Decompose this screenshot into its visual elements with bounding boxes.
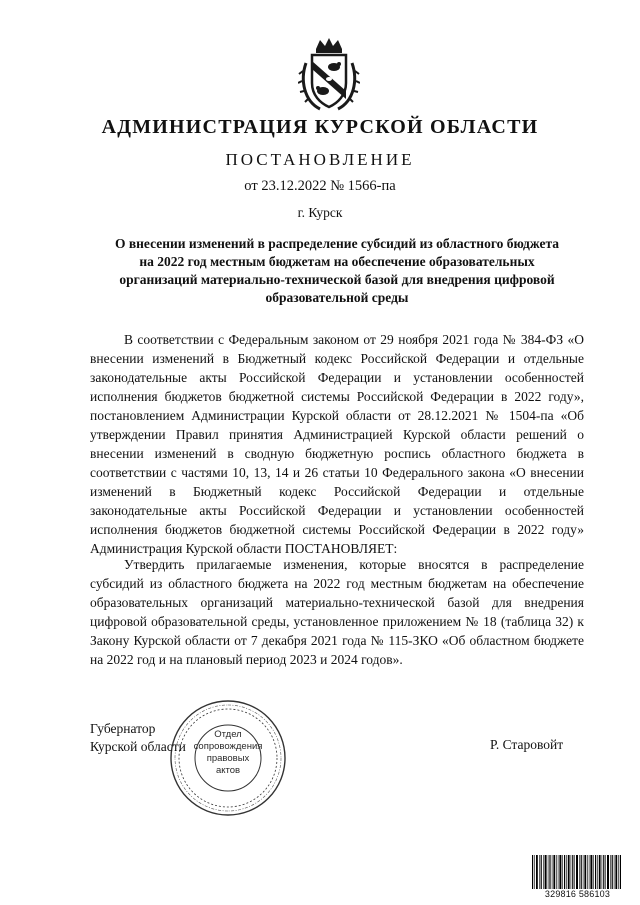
document-city: г. Курск [297, 205, 343, 220]
stamp-line: правовых [206, 753, 250, 764]
barcode-number: 329816 586103 [544, 889, 611, 899]
signatory-position: Губернатор [90, 721, 156, 736]
stamp-line: актов [215, 765, 241, 776]
title-line: О внесении изменений в распределение субсидий из областного бюджета [114, 236, 560, 251]
signatory-name: Р. Старовойт [490, 737, 564, 752]
title-line: на 2022 год местным бюджетам на обеспечение образовательных [139, 254, 535, 269]
title-line: организаций материально-технической базой для внедрения цифровой [119, 272, 555, 287]
signatory-title [90, 720, 186, 756]
document-title [95, 235, 579, 307]
stamp-line: Отдел [214, 729, 242, 740]
signatory-region: Курской области [90, 739, 186, 754]
document-type: ПОСТАНОВЛЕНИЕ [225, 150, 415, 169]
barcode-icon [532, 855, 622, 889]
coat-of-arms-emblem [298, 35, 360, 113]
stamp-text [168, 729, 288, 777]
stamp-line: сопровождения [193, 741, 263, 752]
title-line: образовательной среды [265, 290, 409, 305]
organization-heading: АДМИНИСТРАЦИЯ КУРСКОЙ ОБЛАСТИ [101, 116, 539, 138]
document-date-number: от 23.12.2022 № 1566-па [244, 178, 396, 194]
body-paragraph-preamble: В соответствии с Федеральным законом от 29 ноября 2021 года № 384-ФЗ «О внесении изменений в Бюджетный кодекс Российской Федерации и отдельные законодательные акты Российской Федерации и установлении особенностей исполнения бюджетов бюджетной системы Российской Федерации в 2022 году», постановлением Администрации Курской области от 28.12.2021 № 1504-па «Об утверждении Правил принятия Администрацией Курской области решений о внесении изменений в сводную бюджетную роспись областного бюджета в соответствии с частями 10, 13, 14 и 26 статьи 10 Федерального закона «О внесении изменений в Бюджетный кодекс Российской Федерации и отдельные законодательные акты Российской Федерации и установлении особенностей исполнения бюджетов бюджетной системы Российской Федерации в 2022 году» Администрация Курской области ПОСТАНОВЛЯЕТ: [90, 332, 584, 556]
body-paragraph-resolution: Утвердить прилагаемые изменения, которые вносятся в распределение субсидий из областного бюджета на 2022 год местным бюджетам на обеспечение образовательных организаций материально-технической базой для внедрения цифровой образовательной среды, установленное приложением № 18 (таблица 32) к Закону Курской области от 7 декабря 2021 года № 115-ЗКО «Об областном бюджете на 2022 год и на плановый период 2023 и 2024 годов». [90, 557, 584, 667]
